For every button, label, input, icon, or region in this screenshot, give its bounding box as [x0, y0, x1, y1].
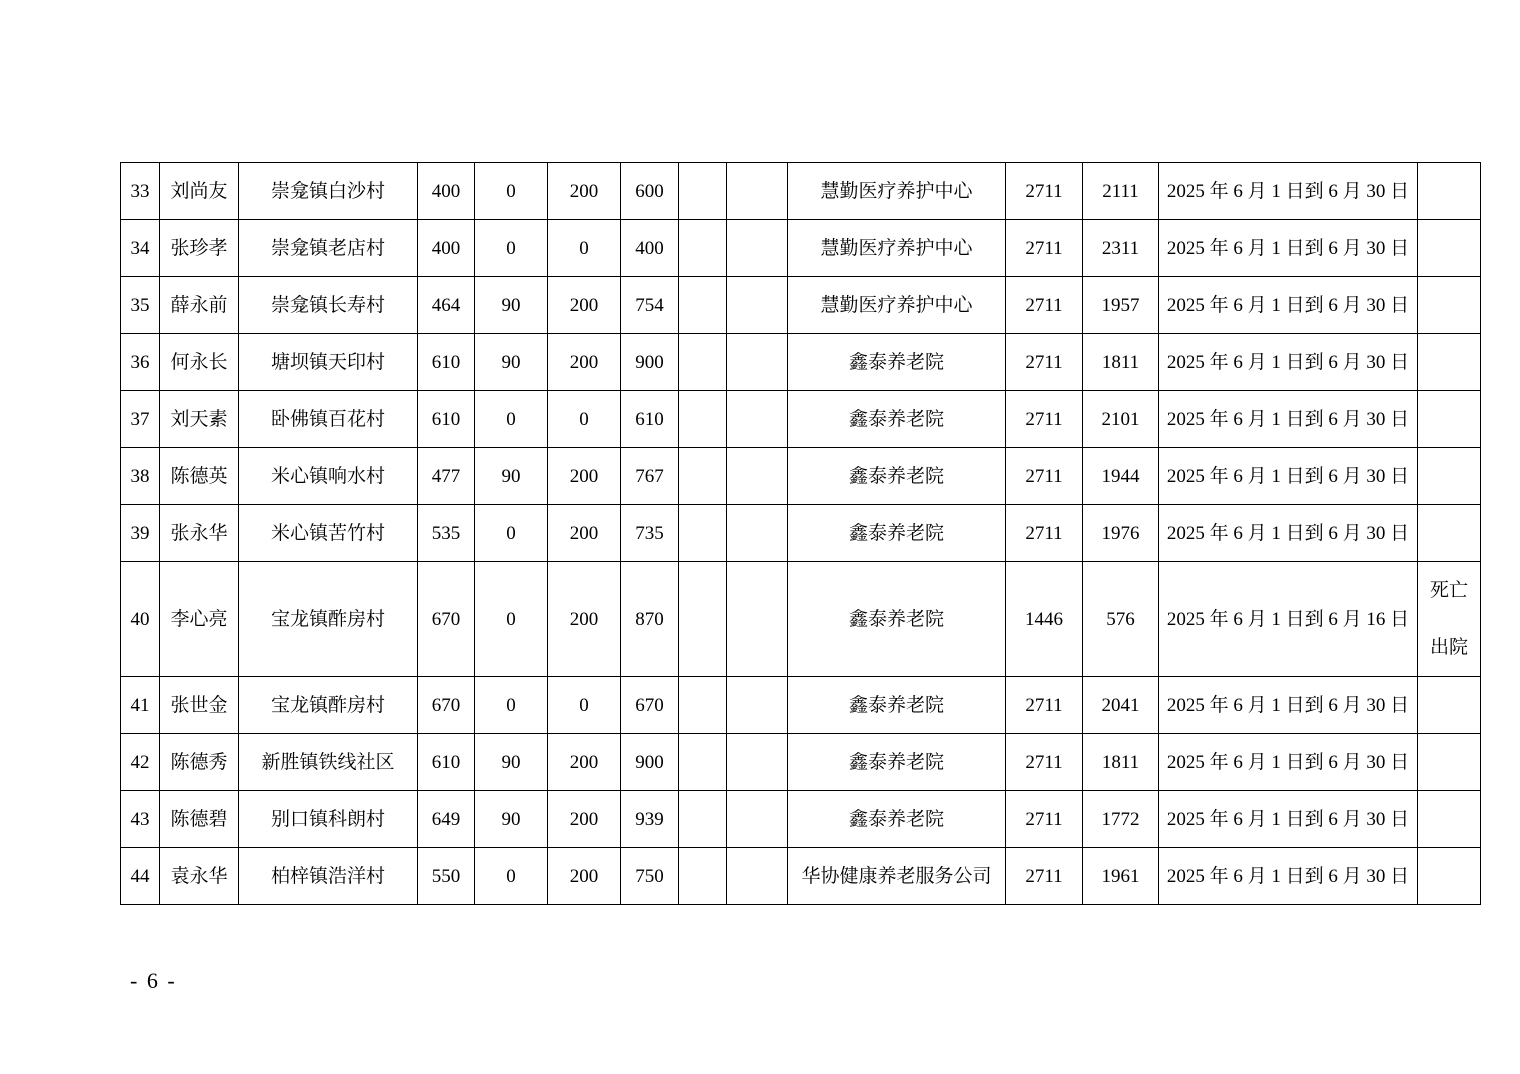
cell-empty-1 — [679, 448, 727, 505]
cell-name: 何永长 — [160, 334, 239, 391]
cell-value-1: 610 — [418, 734, 475, 791]
cell-empty-2 — [727, 163, 788, 220]
cell-note — [1418, 505, 1481, 562]
cell-value-2: 90 — [475, 791, 548, 848]
cell-row-number: 36 — [121, 334, 160, 391]
cell-amount: 1961 — [1083, 848, 1159, 905]
cell-institution: 鑫泰养老院 — [788, 677, 1006, 734]
cell-value-2: 0 — [475, 220, 548, 277]
cell-address: 别口镇科朗村 — [239, 791, 418, 848]
cell-period: 2025 年 6 月 1 日到 6 月 30 日 — [1159, 677, 1418, 734]
cell-address: 崇龛镇长寿村 — [239, 277, 418, 334]
cell-empty-2 — [727, 505, 788, 562]
cell-value-1: 400 — [418, 220, 475, 277]
cell-total: 870 — [621, 562, 679, 677]
table-row — [121, 505, 1481, 562]
cell-value-2: 90 — [475, 734, 548, 791]
cell-value-3: 200 — [548, 734, 621, 791]
cell-row-number: 33 — [121, 163, 160, 220]
cell-amount: 1944 — [1083, 448, 1159, 505]
cell-note — [1418, 277, 1481, 334]
cell-institution: 鑫泰养老院 — [788, 334, 1006, 391]
table-row — [121, 448, 1481, 505]
table-row — [121, 848, 1481, 905]
cell-note — [1418, 220, 1481, 277]
cell-empty-1 — [679, 391, 727, 448]
cell-name: 薛永前 — [160, 277, 239, 334]
cell-amount: 1811 — [1083, 734, 1159, 791]
cell-total: 754 — [621, 277, 679, 334]
table-body — [121, 163, 1481, 905]
cell-institution: 慧勤医疗养护中心 — [788, 220, 1006, 277]
cell-institution: 鑫泰养老院 — [788, 734, 1006, 791]
cell-empty-2 — [727, 277, 788, 334]
cell-total: 900 — [621, 334, 679, 391]
cell-name: 张永华 — [160, 505, 239, 562]
cell-row-number: 37 — [121, 391, 160, 448]
cell-period: 2025 年 6 月 1 日到 6 月 16 日 — [1159, 562, 1418, 677]
cell-value-3: 200 — [548, 791, 621, 848]
cell-period: 2025 年 6 月 1 日到 6 月 30 日 — [1159, 848, 1418, 905]
cell-period: 2025 年 6 月 1 日到 6 月 30 日 — [1159, 334, 1418, 391]
cell-address: 米心镇响水村 — [239, 448, 418, 505]
cell-value-3: 0 — [548, 677, 621, 734]
cell-note — [1418, 848, 1481, 905]
cell-value-1: 550 — [418, 848, 475, 905]
cell-row-number: 43 — [121, 791, 160, 848]
cell-address: 宝龙镇酢房村 — [239, 562, 418, 677]
cell-value-1: 535 — [418, 505, 475, 562]
cell-total: 610 — [621, 391, 679, 448]
cell-standard: 2711 — [1006, 277, 1083, 334]
cell-total: 939 — [621, 791, 679, 848]
cell-period: 2025 年 6 月 1 日到 6 月 30 日 — [1159, 734, 1418, 791]
cell-name: 刘天素 — [160, 391, 239, 448]
cell-value-3: 0 — [548, 391, 621, 448]
cell-total: 900 — [621, 734, 679, 791]
table-row — [121, 220, 1481, 277]
cell-empty-1 — [679, 562, 727, 677]
cell-empty-2 — [727, 791, 788, 848]
cell-value-2: 90 — [475, 277, 548, 334]
cell-period: 2025 年 6 月 1 日到 6 月 30 日 — [1159, 391, 1418, 448]
table-row — [121, 734, 1481, 791]
cell-value-2: 0 — [475, 562, 548, 677]
table-row — [121, 163, 1481, 220]
cell-total: 735 — [621, 505, 679, 562]
cell-empty-1 — [679, 677, 727, 734]
table-row — [121, 277, 1481, 334]
cell-value-2: 0 — [475, 391, 548, 448]
cell-period: 2025 年 6 月 1 日到 6 月 30 日 — [1159, 448, 1418, 505]
cell-standard: 2711 — [1006, 448, 1083, 505]
cell-address: 崇龛镇老店村 — [239, 220, 418, 277]
cell-note — [1418, 334, 1481, 391]
page-number: - 6 - — [130, 968, 177, 993]
cell-note — [1418, 677, 1481, 734]
cell-institution: 鑫泰养老院 — [788, 562, 1006, 677]
cell-empty-2 — [727, 562, 788, 677]
table-row — [121, 562, 1481, 677]
cell-period: 2025 年 6 月 1 日到 6 月 30 日 — [1159, 505, 1418, 562]
cell-institution: 鑫泰养老院 — [788, 448, 1006, 505]
cell-value-3: 0 — [548, 220, 621, 277]
cell-note — [1418, 163, 1481, 220]
cell-standard: 2711 — [1006, 848, 1083, 905]
cell-empty-2 — [727, 734, 788, 791]
cell-amount: 2101 — [1083, 391, 1159, 448]
cell-address: 米心镇苦竹村 — [239, 505, 418, 562]
cell-amount: 1811 — [1083, 334, 1159, 391]
cell-row-number: 38 — [121, 448, 160, 505]
cell-amount: 2041 — [1083, 677, 1159, 734]
cell-value-1: 464 — [418, 277, 475, 334]
cell-value-2: 0 — [475, 505, 548, 562]
cell-standard: 2711 — [1006, 220, 1083, 277]
cell-empty-2 — [727, 677, 788, 734]
table-row — [121, 791, 1481, 848]
cell-institution: 鑫泰养老院 — [788, 391, 1006, 448]
table-row — [121, 391, 1481, 448]
cell-address: 塘坝镇天印村 — [239, 334, 418, 391]
cell-name: 陈德碧 — [160, 791, 239, 848]
cell-standard: 2711 — [1006, 677, 1083, 734]
cell-value-2: 90 — [475, 448, 548, 505]
cell-standard: 2711 — [1006, 734, 1083, 791]
cell-empty-1 — [679, 220, 727, 277]
cell-name: 陈德秀 — [160, 734, 239, 791]
cell-value-2: 0 — [475, 163, 548, 220]
cell-empty-1 — [679, 334, 727, 391]
cell-empty-2 — [727, 848, 788, 905]
cell-empty-1 — [679, 163, 727, 220]
cell-empty-2 — [727, 220, 788, 277]
cell-standard: 2711 — [1006, 791, 1083, 848]
cell-address: 柏梓镇浩洋村 — [239, 848, 418, 905]
cell-value-1: 477 — [418, 448, 475, 505]
cell-name: 陈德英 — [160, 448, 239, 505]
records-table — [120, 162, 1481, 905]
cell-value-3: 200 — [548, 448, 621, 505]
cell-standard: 2711 — [1006, 334, 1083, 391]
cell-period: 2025 年 6 月 1 日到 6 月 30 日 — [1159, 163, 1418, 220]
cell-total: 767 — [621, 448, 679, 505]
cell-empty-1 — [679, 734, 727, 791]
cell-address: 新胜镇铁线社区 — [239, 734, 418, 791]
cell-amount: 2311 — [1083, 220, 1159, 277]
cell-note — [1418, 391, 1481, 448]
cell-standard: 2711 — [1006, 163, 1083, 220]
cell-empty-2 — [727, 391, 788, 448]
cell-name: 李心亮 — [160, 562, 239, 677]
cell-institution: 华协健康养老服务公司 — [788, 848, 1006, 905]
cell-row-number: 39 — [121, 505, 160, 562]
cell-total: 750 — [621, 848, 679, 905]
cell-value-1: 649 — [418, 791, 475, 848]
cell-total: 400 — [621, 220, 679, 277]
cell-value-3: 200 — [548, 334, 621, 391]
cell-name: 张珍孝 — [160, 220, 239, 277]
cell-note — [1418, 791, 1481, 848]
cell-period: 2025 年 6 月 1 日到 6 月 30 日 — [1159, 220, 1418, 277]
cell-institution: 慧勤医疗养护中心 — [788, 163, 1006, 220]
cell-row-number: 42 — [121, 734, 160, 791]
cell-empty-1 — [679, 848, 727, 905]
cell-note — [1418, 734, 1481, 791]
cell-note — [1418, 448, 1481, 505]
cell-institution: 鑫泰养老院 — [788, 791, 1006, 848]
cell-name: 袁永华 — [160, 848, 239, 905]
cell-address: 崇龛镇白沙村 — [239, 163, 418, 220]
cell-value-1: 400 — [418, 163, 475, 220]
cell-empty-1 — [679, 791, 727, 848]
cell-amount: 1772 — [1083, 791, 1159, 848]
cell-row-number: 40 — [121, 562, 160, 677]
cell-standard: 2711 — [1006, 505, 1083, 562]
cell-total: 670 — [621, 677, 679, 734]
cell-empty-1 — [679, 505, 727, 562]
cell-empty-1 — [679, 277, 727, 334]
cell-value-1: 610 — [418, 334, 475, 391]
cell-name: 张世金 — [160, 677, 239, 734]
cell-row-number: 41 — [121, 677, 160, 734]
cell-row-number: 34 — [121, 220, 160, 277]
cell-amount: 1957 — [1083, 277, 1159, 334]
cell-value-1: 610 — [418, 391, 475, 448]
cell-value-2: 0 — [475, 848, 548, 905]
table-row — [121, 677, 1481, 734]
note-line: 出院 — [1429, 636, 1468, 658]
cell-note — [1418, 562, 1481, 677]
cell-standard: 1446 — [1006, 562, 1083, 677]
cell-value-3: 200 — [548, 505, 621, 562]
cell-period: 2025 年 6 月 1 日到 6 月 30 日 — [1159, 277, 1418, 334]
cell-name: 刘尚友 — [160, 163, 239, 220]
cell-row-number: 44 — [121, 848, 160, 905]
cell-institution: 鑫泰养老院 — [788, 505, 1006, 562]
cell-amount: 1976 — [1083, 505, 1159, 562]
cell-address: 宝龙镇酢房村 — [239, 677, 418, 734]
cell-value-2: 0 — [475, 677, 548, 734]
cell-value-1: 670 — [418, 677, 475, 734]
cell-address: 卧佛镇百花村 — [239, 391, 418, 448]
cell-empty-2 — [727, 334, 788, 391]
cell-standard: 2711 — [1006, 391, 1083, 448]
cell-total: 600 — [621, 163, 679, 220]
cell-value-3: 200 — [548, 163, 621, 220]
table-row — [121, 334, 1481, 391]
cell-value-2: 90 — [475, 334, 548, 391]
cell-period: 2025 年 6 月 1 日到 6 月 30 日 — [1159, 791, 1418, 848]
cell-amount: 576 — [1083, 562, 1159, 677]
cell-value-3: 200 — [548, 848, 621, 905]
cell-empty-2 — [727, 448, 788, 505]
cell-value-3: 200 — [548, 562, 621, 677]
note-line: 死亡 — [1429, 579, 1468, 601]
cell-institution: 慧勤医疗养护中心 — [788, 277, 1006, 334]
cell-value-3: 200 — [548, 277, 621, 334]
cell-value-1: 670 — [418, 562, 475, 677]
cell-row-number: 35 — [121, 277, 160, 334]
cell-amount: 2111 — [1083, 163, 1159, 220]
